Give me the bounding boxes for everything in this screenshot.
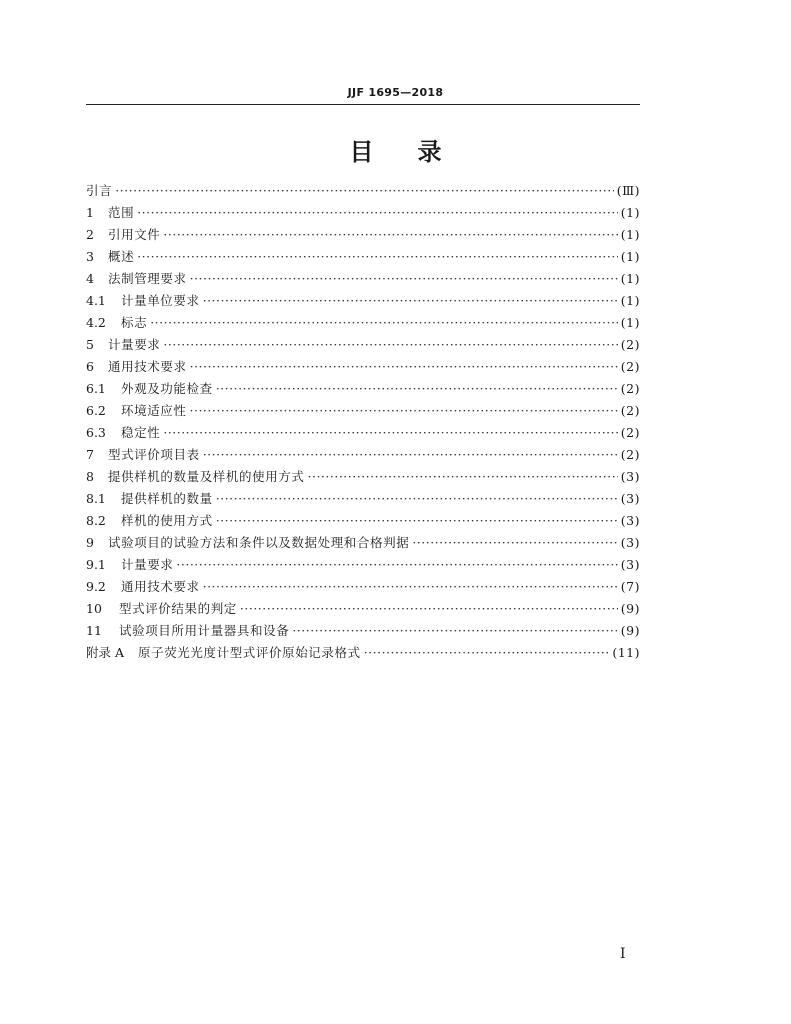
- standard-code: JJF 1695—2018: [347, 86, 444, 99]
- toc-entry-number: 7: [86, 447, 94, 462]
- toc-entry[interactable]: [86, 532, 640, 554]
- toc-entry-title: 通用技术要求: [108, 359, 187, 374]
- toc-entry-page: (1): [620, 205, 640, 220]
- toc-entry-number: 8.1: [86, 491, 106, 506]
- toc-entry-number: 4.1: [86, 293, 106, 308]
- toc-entry[interactable]: [86, 576, 640, 598]
- toc-entry-title: 稳定性: [121, 425, 161, 440]
- toc-entry-page: (11): [612, 645, 640, 660]
- toc-entry-title: 试验项目所用计量器具和设备: [119, 623, 290, 638]
- toc-list: [86, 180, 640, 664]
- toc-entry[interactable]: [86, 620, 640, 642]
- toc-dot-leader: [364, 642, 610, 664]
- toc-entry-number: 4.2: [86, 315, 106, 330]
- toc-entry-number: 3: [86, 249, 94, 264]
- toc-dot-leader: [292, 620, 617, 642]
- toc-entry-page: (1): [620, 315, 640, 330]
- toc-entry-title: 环境适应性: [121, 403, 187, 418]
- toc-entry[interactable]: [86, 642, 640, 664]
- toc-dot-leader: [190, 400, 618, 422]
- toc-dot-leader: [216, 378, 618, 400]
- toc-entry[interactable]: [86, 488, 640, 510]
- toc-entry[interactable]: [86, 554, 640, 576]
- toc-dot-leader: [163, 334, 617, 356]
- toc-entry-number: 9.2: [86, 579, 106, 594]
- toc-entry-page: (Ⅲ): [616, 183, 640, 198]
- toc-dot-leader: [216, 488, 618, 510]
- toc-entry-title: 标志: [121, 315, 148, 330]
- toc-entry-page: (3): [620, 535, 640, 550]
- toc-entry-number: 8: [86, 469, 94, 484]
- toc-entry-number: 2: [86, 227, 94, 242]
- toc-entry-page: (2): [620, 447, 640, 462]
- toc-entry-title: 提供样机的数量: [121, 491, 213, 506]
- toc-entry-number: 附录 A: [86, 645, 125, 660]
- toc-entry[interactable]: [86, 400, 640, 422]
- toc-entry[interactable]: [86, 466, 640, 488]
- toc-dot-leader: [203, 576, 618, 598]
- toc-entry-number: 6.2: [86, 403, 106, 418]
- page-number: I: [620, 946, 626, 962]
- toc-dot-leader: [190, 356, 618, 378]
- toc-entry-page: (1): [620, 293, 640, 308]
- toc-entry-number: 6: [86, 359, 94, 374]
- toc-entry-number: 11: [86, 623, 102, 638]
- toc-entry[interactable]: [86, 268, 640, 290]
- toc-entry[interactable]: [86, 510, 640, 532]
- toc-dot-leader: [203, 290, 618, 312]
- toc-entry[interactable]: [86, 312, 640, 334]
- toc-entry-number: 10: [86, 601, 102, 616]
- toc-entry-page: (3): [620, 513, 640, 528]
- toc-entry-page: (3): [620, 491, 640, 506]
- toc-entry-title: 样机的使用方式: [121, 513, 213, 528]
- toc-entry[interactable]: [86, 290, 640, 312]
- toc-entry[interactable]: [86, 180, 640, 202]
- toc-dot-leader: [163, 422, 617, 444]
- toc-entry[interactable]: [86, 224, 640, 246]
- toc-dot-leader: [176, 554, 617, 576]
- toc-entry-page: (2): [620, 359, 640, 374]
- toc-entry[interactable]: [86, 598, 640, 620]
- toc-entry-title: 原子荧光光度计型式评价原始记录格式: [138, 645, 361, 660]
- toc-entry-number: 8.2: [86, 513, 106, 528]
- toc-dot-leader: [190, 268, 618, 290]
- toc-entry-page: (3): [620, 557, 640, 572]
- toc-entry-number: 9.1: [86, 557, 106, 572]
- toc-entry-page: (7): [620, 579, 640, 594]
- toc-entry-title: 概述: [108, 249, 135, 264]
- toc-entry-title: 计量要求: [121, 557, 174, 572]
- toc-entry-page: (9): [620, 601, 640, 616]
- toc-entry-page: (2): [620, 381, 640, 396]
- toc-dot-leader: [216, 510, 618, 532]
- toc-entry-title: 通用技术要求: [121, 579, 200, 594]
- toc-entry[interactable]: [86, 202, 640, 224]
- toc-entry-number: 1: [86, 205, 94, 220]
- toc-entry-page: (2): [620, 403, 640, 418]
- toc-entry-title: 法制管理要求: [108, 271, 187, 286]
- toc-entry[interactable]: [86, 422, 640, 444]
- toc-entry[interactable]: [86, 378, 640, 400]
- toc-entry-title: 试验项目的试验方法和条件以及数据处理和合格判据: [108, 535, 410, 550]
- toc-dot-leader: [115, 180, 613, 202]
- toc-entry-page: (3): [620, 469, 640, 484]
- toc-entry-page: (2): [620, 425, 640, 440]
- toc-entry-number: 5: [86, 337, 94, 352]
- toc-entry-page: (2): [620, 337, 640, 352]
- toc-entry-number: 9: [86, 535, 94, 550]
- toc-entry-number: 6.1: [86, 381, 106, 396]
- toc-entry-title: 引言: [86, 183, 113, 198]
- toc-entry-title: 型式评价项目表: [108, 447, 200, 462]
- toc-entry-title: 计量要求: [108, 337, 161, 352]
- toc-entry[interactable]: [86, 444, 640, 466]
- toc-dot-leader: [203, 444, 618, 466]
- toc-entry-title: 外观及功能检查: [121, 381, 213, 396]
- toc-entry-title: 范围: [108, 205, 135, 220]
- toc-entry-number: 6.3: [86, 425, 106, 440]
- toc-entry-page: (1): [620, 249, 640, 264]
- toc-entry-title: 引用文件: [108, 227, 161, 242]
- toc-entry-page: (9): [620, 623, 640, 638]
- toc-entry[interactable]: [86, 246, 640, 268]
- toc-entry-number: 4: [86, 271, 94, 286]
- toc-dot-leader: [240, 598, 618, 620]
- toc-dot-leader: [137, 246, 618, 268]
- toc-title: 目录: [349, 138, 486, 166]
- toc-entry-title: 计量单位要求: [121, 293, 200, 308]
- toc-entry-title: 型式评价结果的判定: [119, 601, 237, 616]
- toc-entry-page: (1): [620, 271, 640, 286]
- toc-dot-leader: [150, 312, 618, 334]
- toc-dot-leader: [412, 532, 617, 554]
- toc-entry-title: 提供样机的数量及样机的使用方式: [108, 469, 305, 484]
- toc-dot-leader: [308, 466, 618, 488]
- toc-entry[interactable]: [86, 356, 640, 378]
- toc-entry[interactable]: [86, 334, 640, 356]
- toc-dot-leader: [137, 202, 618, 224]
- toc-dot-leader: [163, 224, 617, 246]
- header-rule: [86, 104, 640, 105]
- toc-entry-page: (1): [620, 227, 640, 242]
